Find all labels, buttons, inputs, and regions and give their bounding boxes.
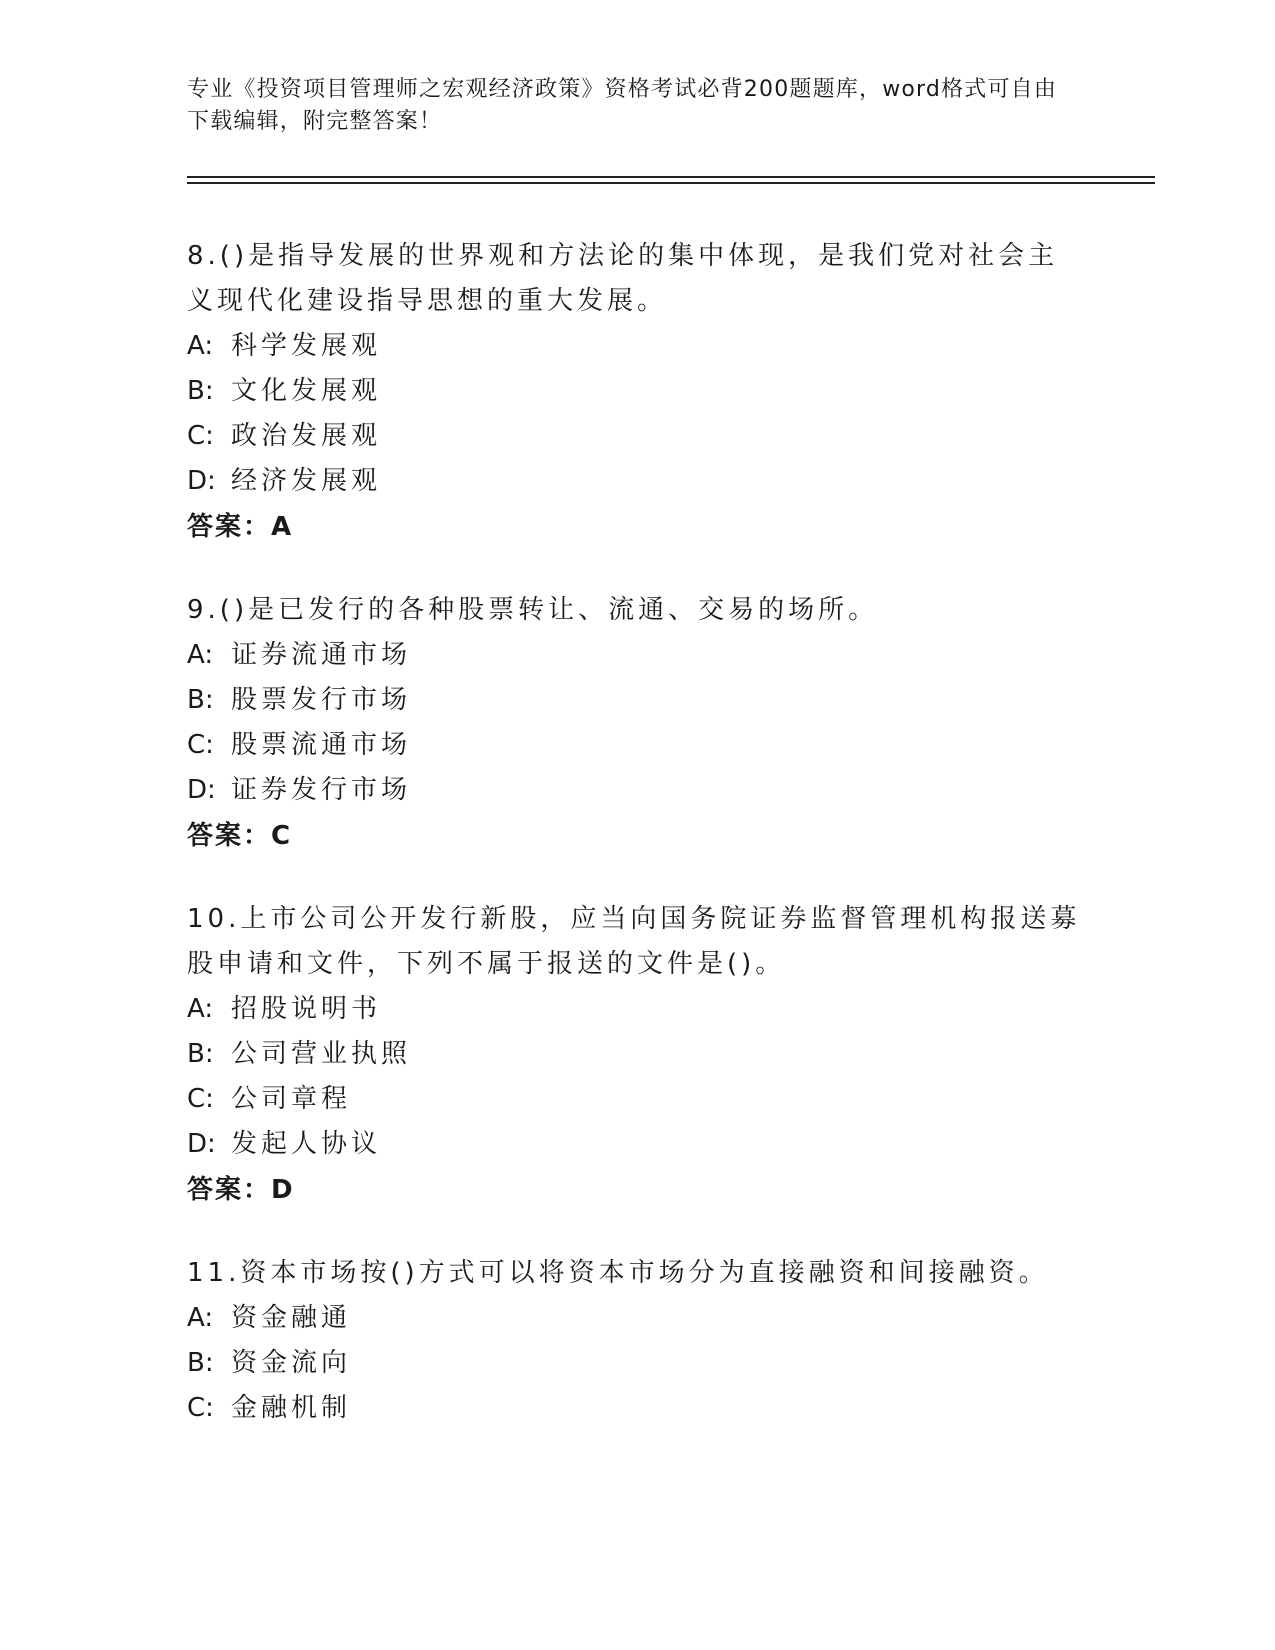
option-letter: B: <box>187 376 214 406</box>
question-stem: 10.上市公司公开发行新股，应当向国务院证券监督管理机构报送募股申请和文件，下列不属于报送的文件是()。 <box>187 904 1081 979</box>
answer-line: 答案：A <box>187 512 294 542</box>
option-letter: B: <box>187 1039 214 1069</box>
option-letter: D: <box>187 775 216 805</box>
option-letter: D: <box>187 1129 216 1159</box>
option-letter: A: <box>187 640 214 670</box>
question-8 <box>187 234 1087 550</box>
option-b <box>187 678 1087 723</box>
option-text: 文化发展观 <box>231 376 382 406</box>
option-d <box>187 1122 1087 1167</box>
option-letter: B: <box>187 1348 214 1378</box>
option-letter: D: <box>187 466 216 496</box>
option-d <box>187 768 1087 813</box>
option-a <box>187 987 1087 1032</box>
option-text: 招股说明书 <box>231 994 382 1024</box>
question-stem: 11.资本市场按()方式可以将资本市场分为直接融资和间接融资。 <box>187 1258 1049 1288</box>
question-10 <box>187 897 1087 1213</box>
option-c <box>187 1077 1087 1122</box>
question-11 <box>187 1251 1087 1431</box>
option-letter: C: <box>187 1084 214 1114</box>
option-c <box>187 1386 1087 1431</box>
option-b <box>187 369 1087 414</box>
option-letter: A: <box>187 994 214 1024</box>
option-text: 发起人协议 <box>231 1129 382 1159</box>
option-text: 公司营业执照 <box>231 1039 412 1069</box>
option-b <box>187 1032 1087 1077</box>
option-text: 资金流向 <box>231 1348 352 1378</box>
option-text: 资金融通 <box>231 1303 352 1333</box>
option-b <box>187 1341 1087 1386</box>
option-letter: C: <box>187 730 214 760</box>
header-rule-top <box>187 176 1155 178</box>
option-letter: B: <box>187 685 214 715</box>
question-stem: 9.()是已发行的各种股票转让、流通、交易的场所。 <box>187 595 879 625</box>
answer-line: 答案：D <box>187 1175 295 1205</box>
option-a <box>187 324 1087 369</box>
option-text: 证券流通市场 <box>231 640 412 670</box>
header-rule-bottom <box>187 182 1155 184</box>
option-text: 金融机制 <box>231 1393 352 1423</box>
document-header: 专业《投资项目管理师之宏观经济政策》资格考试必背200题题库，word格式可自由下载编辑，附完整答案！ <box>187 77 1058 134</box>
option-text: 证券发行市场 <box>231 775 412 805</box>
question-9 <box>187 588 1087 859</box>
option-a <box>187 633 1087 678</box>
option-text: 股票发行市场 <box>231 685 412 715</box>
question-list <box>187 234 1087 1469</box>
option-d <box>187 459 1087 504</box>
option-letter: A: <box>187 1303 214 1333</box>
option-text: 股票流通市场 <box>231 730 412 760</box>
option-letter: C: <box>187 421 214 451</box>
option-text: 科学发展观 <box>231 331 382 361</box>
option-text: 经济发展观 <box>231 466 382 496</box>
option-a <box>187 1296 1087 1341</box>
option-text: 公司章程 <box>231 1084 352 1114</box>
option-c <box>187 414 1087 459</box>
option-text: 政治发展观 <box>231 421 382 451</box>
answer-line: 答案：C <box>187 821 293 851</box>
question-stem: 8.()是指导发展的世界观和方法论的集中体现，是我们党对社会主义现代化建设指导思想的重大发展。 <box>187 241 1059 316</box>
option-letter: A: <box>187 331 214 361</box>
option-c <box>187 723 1087 768</box>
option-letter: C: <box>187 1393 214 1423</box>
